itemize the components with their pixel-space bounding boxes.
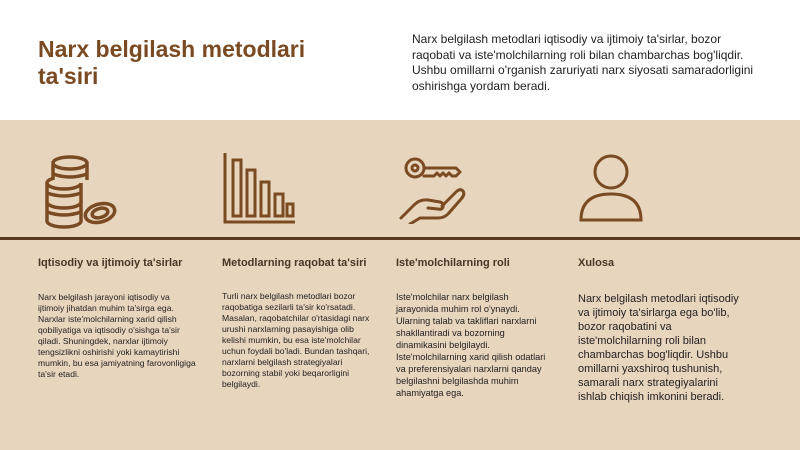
column-heading-2: Metodlarning raqobat ta'siri (222, 257, 367, 269)
column-heading-1: Iqtisodiy va ijtimoiy ta'sirlar (38, 257, 183, 269)
person-icon (575, 150, 647, 222)
key-in-hand-icon (398, 152, 468, 224)
column-heading-3: Iste'molchilarning roli (396, 257, 510, 269)
header-area (0, 0, 800, 120)
column-body-1: Narx belgilash jarayoni iqtisodiy va ijtimoiy jihatdan muhim ta'sirga ega. Narxlar iste'molchilarning xarid qilish qobiliyatiga va iqtisodiy o'sishga ta'sir qiladi. Shuningdek, narxlar ijtimoiy tengsizlikni oshirishi yoki kamaytirishi mumkin, bu esa jamiyatning farovonligiga ta'sir etadi. (38, 292, 196, 379)
coins-icon (42, 150, 120, 230)
column-body-2: Turli narx belgilash metodlari bozor raqobatiga sezilarli ta'sir ko'rsatadi. Masalan, raqobatchilar o'rtasidagi narx urushi narxlarning pasayishiga olib kelishi mumkin, bu esa iste'molchilar uchun foydali bo'ladi. Bundan tashqari, narxlarni belgilash strategiyalari bozorning stabil yoki beqarorligini belgilaydi. (222, 291, 370, 389)
column-body-3: Iste'molchilar narx belgilash jarayonida muhim rol o'ynaydi. Ularning talab va takliflari narxlarni shakllantiradi va bozorning dinamikasini belgilaydi. Iste'molchilarning xarid qilish odatlari va preferensiyalari narxlarni qanday belgilashni belgilashda muhim ahamiyatga ega. (396, 292, 546, 398)
intro-paragraph: Narx belgilash metodlari iqtisodiy va ijtimoiy ta'sirlar, bozor raqobati va iste'molchilarning roli bilan chambarchas bog'liqdir. Ushbu omillarni o'rganish zaruriyati narx siyosati samaradorligini oshirishga yordam beradi. (412, 32, 754, 93)
column-heading-4: Xulosa (578, 257, 615, 269)
divider-line (0, 237, 800, 240)
page-title: Narx belgilash metodlari ta'siri (38, 36, 306, 89)
column-body-4: Narx belgilash metodlari iqtisodiy va ijtimoiy ta'sirlarga ega bo'lib, bozor raqobatini va iste'molchilarning roli bilan chambarchas bog'liqdir. Ushbu omillarni yaxshiroq tushunish, samarali narx strategiyalarini ishlab chiqish imkonini beradi. (578, 293, 739, 403)
bar-chart-icon (222, 150, 298, 226)
